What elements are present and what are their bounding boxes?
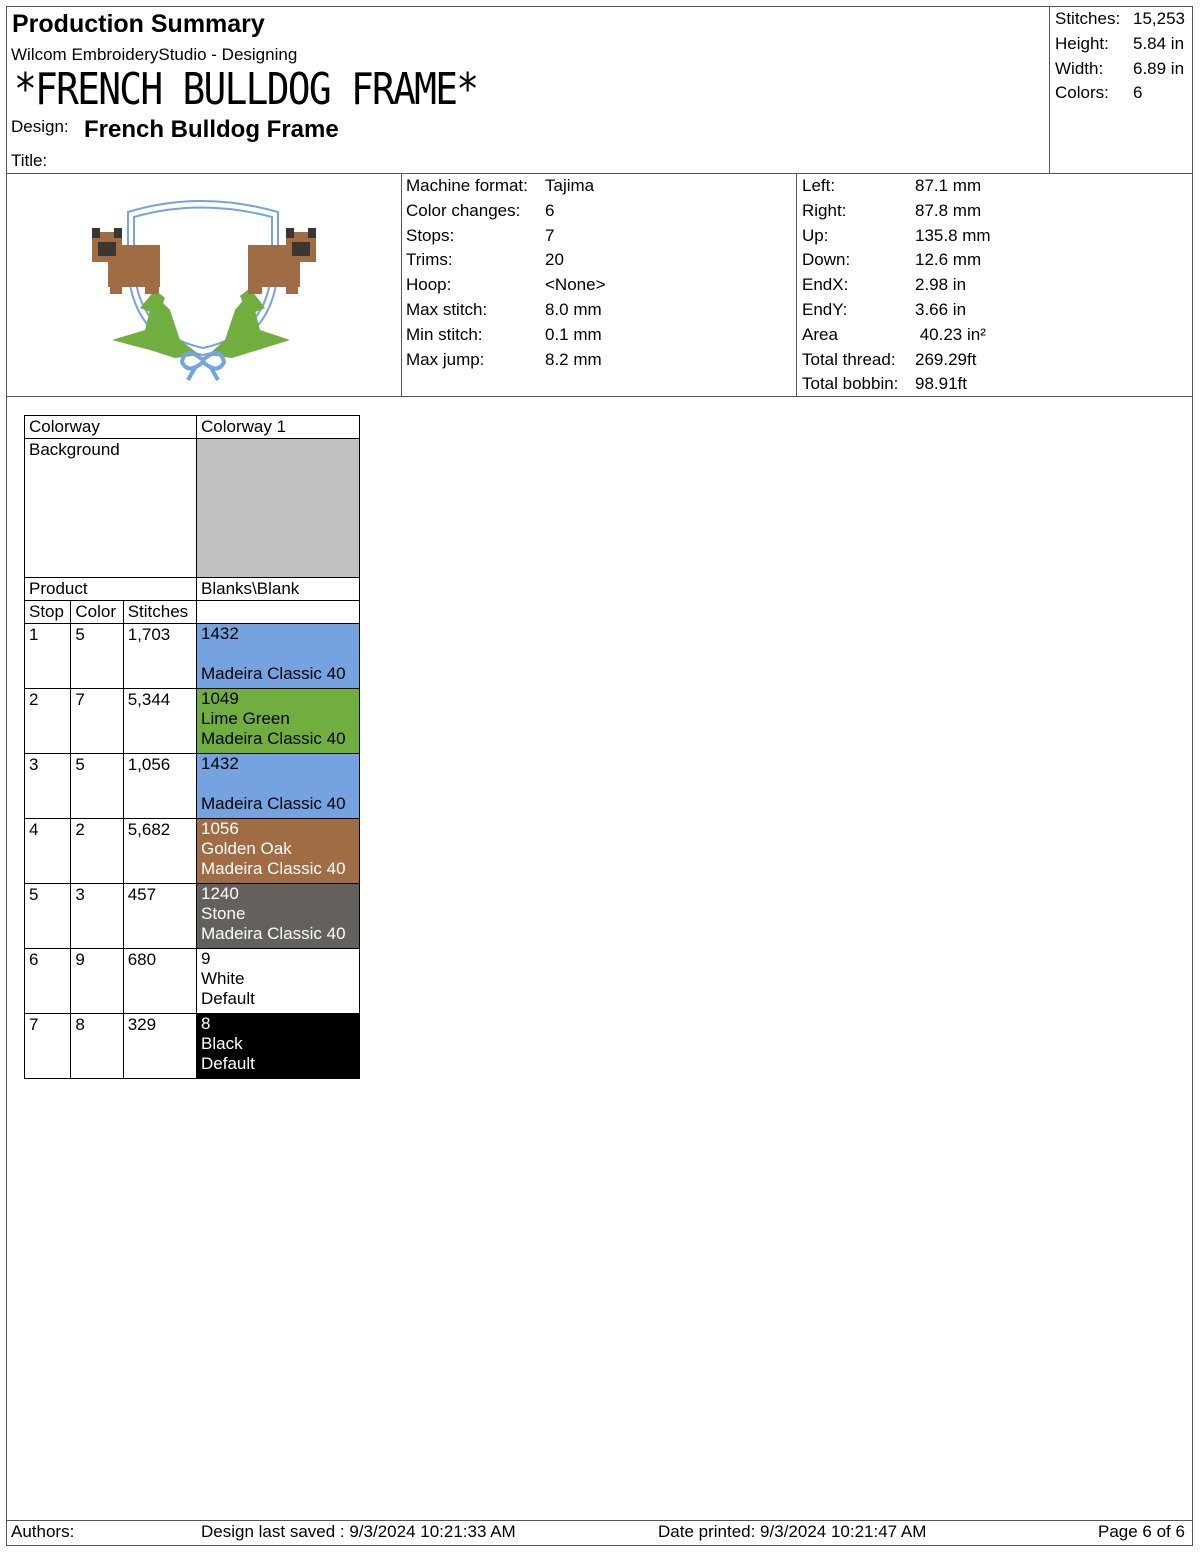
design-name: French Bulldog Frame xyxy=(84,116,339,143)
field-value: 269.29ft xyxy=(915,349,977,369)
field-value: 3.66 in xyxy=(915,299,967,319)
field-label: Min stitch: xyxy=(406,324,483,344)
thread-code: 8 xyxy=(201,1014,211,1033)
extents-row xyxy=(802,248,991,273)
field-label: Machine format: xyxy=(406,176,528,195)
background-label: Background xyxy=(25,439,197,578)
design-label: Design: xyxy=(11,117,69,136)
summary-panel xyxy=(1055,7,1185,106)
machine-row xyxy=(406,174,606,199)
stop-color: 3 xyxy=(71,884,123,949)
column-header-row xyxy=(25,601,360,624)
stop-row xyxy=(25,624,360,689)
extents-row xyxy=(802,372,991,397)
stop-color: 5 xyxy=(71,754,123,819)
field-label: Total bobbin: xyxy=(802,374,899,394)
extents-row xyxy=(802,174,991,199)
field-label: Up: xyxy=(802,225,829,245)
thread-code: 1432 xyxy=(201,754,239,773)
colorway-value: Colorway 1 xyxy=(197,416,360,439)
stop-color: 5 xyxy=(71,624,123,689)
field-label: Total thread: xyxy=(802,349,896,369)
column-thread xyxy=(197,601,360,624)
column-color: Color xyxy=(71,601,123,624)
machine-panel xyxy=(406,174,606,372)
preview-divider xyxy=(401,173,402,396)
field-value: 2.98 in xyxy=(915,275,967,295)
field-label: Down: xyxy=(802,250,851,270)
thread-swatch xyxy=(197,754,360,819)
column-stop: Stop xyxy=(25,601,71,624)
product-label: Product xyxy=(25,578,197,601)
thread-name xyxy=(201,644,355,664)
field-label: EndX: xyxy=(802,275,849,295)
field-value: 20 xyxy=(545,250,564,270)
leaf-right xyxy=(208,288,290,358)
machine-row xyxy=(406,348,606,373)
thread-name: Black xyxy=(201,1034,243,1053)
field-value: 87.1 mm xyxy=(915,176,982,195)
stop-row xyxy=(25,1014,360,1079)
stop-stop: 3 xyxy=(25,754,71,819)
stop-row xyxy=(25,689,360,754)
summary-divider xyxy=(1049,6,1050,173)
stop-color: 8 xyxy=(71,1014,123,1079)
field-value: 5.84 in xyxy=(1133,33,1185,53)
thread-brand: Madeira Classic 40 xyxy=(201,859,346,878)
colorway-row xyxy=(25,416,360,439)
design-banner: *FRENCH BULLDOG FRAME* xyxy=(14,64,478,115)
field-label: EndY: xyxy=(802,299,848,319)
thread-code: 1432 xyxy=(201,624,239,643)
field-label: Color changes: xyxy=(406,200,521,220)
stop-row xyxy=(25,819,360,884)
field-label: Max jump: xyxy=(406,349,485,369)
field-label: Colors: xyxy=(1055,83,1109,103)
field-value: <None> xyxy=(545,275,606,295)
extents-row xyxy=(802,199,991,224)
machine-row xyxy=(406,224,606,249)
field-label: Area xyxy=(802,324,838,344)
stop-stop: 7 xyxy=(25,1014,71,1079)
extents-row xyxy=(802,273,991,298)
leaf-left xyxy=(112,290,200,358)
field-value: 135.8 mm xyxy=(915,225,991,245)
stop-color: 7 xyxy=(71,689,123,754)
extents-row xyxy=(802,323,991,348)
summary-row xyxy=(1055,81,1185,106)
field-value: 8.2 mm xyxy=(545,349,602,369)
dog-right xyxy=(248,228,316,294)
thread-code: 9 xyxy=(201,949,211,968)
thread-brand: Madeira Classic 40 xyxy=(201,794,346,813)
field-value: 40.23 in² xyxy=(915,324,986,344)
stop-color: 9 xyxy=(71,949,123,1014)
field-value: 87.8 mm xyxy=(915,200,982,220)
thread-name: Golden Oak xyxy=(201,839,292,858)
product-row xyxy=(25,578,360,601)
thread-brand: Madeira Classic 40 xyxy=(201,924,346,943)
thread-name xyxy=(201,774,355,794)
field-label: Width: xyxy=(1055,58,1104,78)
column-stitches: Stitches xyxy=(123,601,196,624)
stop-color: 2 xyxy=(71,819,123,884)
field-value: 15,253 xyxy=(1133,9,1185,28)
summary-row xyxy=(1055,7,1185,32)
field-label: Hoop: xyxy=(406,275,452,295)
bow xyxy=(182,353,224,380)
stop-row xyxy=(25,754,360,819)
stop-stitches: 1,703 xyxy=(123,624,196,689)
machine-row xyxy=(406,323,606,348)
field-label: Stitches: xyxy=(1055,9,1121,28)
field-value: 0.1 mm xyxy=(545,324,602,344)
software-name: Wilcom EmbroideryStudio - Designing xyxy=(11,45,298,64)
field-value: 6 xyxy=(1133,83,1143,103)
thread-code: 1056 xyxy=(201,819,239,838)
stop-stitches: 680 xyxy=(123,949,196,1014)
machine-divider xyxy=(796,173,797,396)
machine-row xyxy=(406,273,606,298)
footer-saved: Design last saved : 9/3/2024 10:21:33 AM xyxy=(201,1522,516,1541)
thread-brand: Madeira Classic 40 xyxy=(201,729,346,748)
thread-swatch xyxy=(197,689,360,754)
stop-row xyxy=(25,884,360,949)
field-value: 12.6 mm xyxy=(915,250,982,270)
page-title: Production Summary xyxy=(12,10,265,38)
thread-swatch xyxy=(197,624,360,689)
colorway-table xyxy=(24,415,360,1079)
stop-stitches: 5,344 xyxy=(123,689,196,754)
thread-swatch xyxy=(197,949,360,1014)
thread-name: Stone xyxy=(201,904,246,923)
dog-left xyxy=(92,228,160,294)
design-preview xyxy=(90,190,330,385)
stop-stitches: 329 xyxy=(123,1014,196,1079)
stop-stop: 5 xyxy=(25,884,71,949)
background-swatch xyxy=(197,439,360,578)
extents-row xyxy=(802,224,991,249)
stop-stop: 1 xyxy=(25,624,71,689)
product-value: Blanks\Blank xyxy=(197,578,360,601)
field-label: Left: xyxy=(802,176,836,195)
title-label: Title: xyxy=(11,151,48,170)
field-label: Max stitch: xyxy=(406,299,488,319)
stop-stitches: 457 xyxy=(123,884,196,949)
footer-printed: Date printed: 9/3/2024 10:21:47 AM xyxy=(658,1522,927,1541)
field-label: Trims: xyxy=(406,250,453,270)
extents-row xyxy=(802,348,991,373)
colorway-label: Colorway xyxy=(25,416,197,439)
thread-brand: Default xyxy=(201,989,255,1008)
info-divider xyxy=(6,396,1193,397)
thread-brand: Madeira Classic 40 xyxy=(201,664,346,683)
field-label: Height: xyxy=(1055,33,1109,53)
machine-row xyxy=(406,199,606,224)
stop-stitches: 1,056 xyxy=(123,754,196,819)
field-value: 8.0 mm xyxy=(545,299,602,319)
field-value: Tajima xyxy=(545,176,595,195)
stop-stitches: 5,682 xyxy=(123,819,196,884)
thread-code: 1240 xyxy=(201,884,239,903)
thread-name: Lime Green xyxy=(201,709,290,728)
thread-swatch xyxy=(197,1014,360,1079)
stop-stop: 6 xyxy=(25,949,71,1014)
stop-stop: 2 xyxy=(25,689,71,754)
field-label: Stops: xyxy=(406,225,455,245)
summary-row xyxy=(1055,57,1185,82)
machine-row xyxy=(406,248,606,273)
stop-stop: 4 xyxy=(25,819,71,884)
footer-page: Page 6 of 6 xyxy=(1098,1522,1185,1541)
footer-divider xyxy=(6,1520,1193,1521)
machine-row xyxy=(406,298,606,323)
thread-swatch xyxy=(197,884,360,949)
field-value: 6 xyxy=(545,200,555,220)
thread-name: White xyxy=(201,969,245,988)
extents-panel xyxy=(802,174,991,397)
footer-authors: Authors: xyxy=(11,1522,75,1541)
field-value: 98.91ft xyxy=(915,374,967,394)
thread-swatch xyxy=(197,819,360,884)
summary-row xyxy=(1055,32,1185,57)
background-row xyxy=(25,439,360,578)
field-value: 6.89 in xyxy=(1133,58,1185,78)
stop-row xyxy=(25,949,360,1014)
extents-row xyxy=(802,298,991,323)
field-label: Right: xyxy=(802,200,847,220)
thread-code: 1049 xyxy=(201,689,239,708)
field-value: 7 xyxy=(545,225,555,245)
thread-brand: Default xyxy=(201,1054,255,1073)
